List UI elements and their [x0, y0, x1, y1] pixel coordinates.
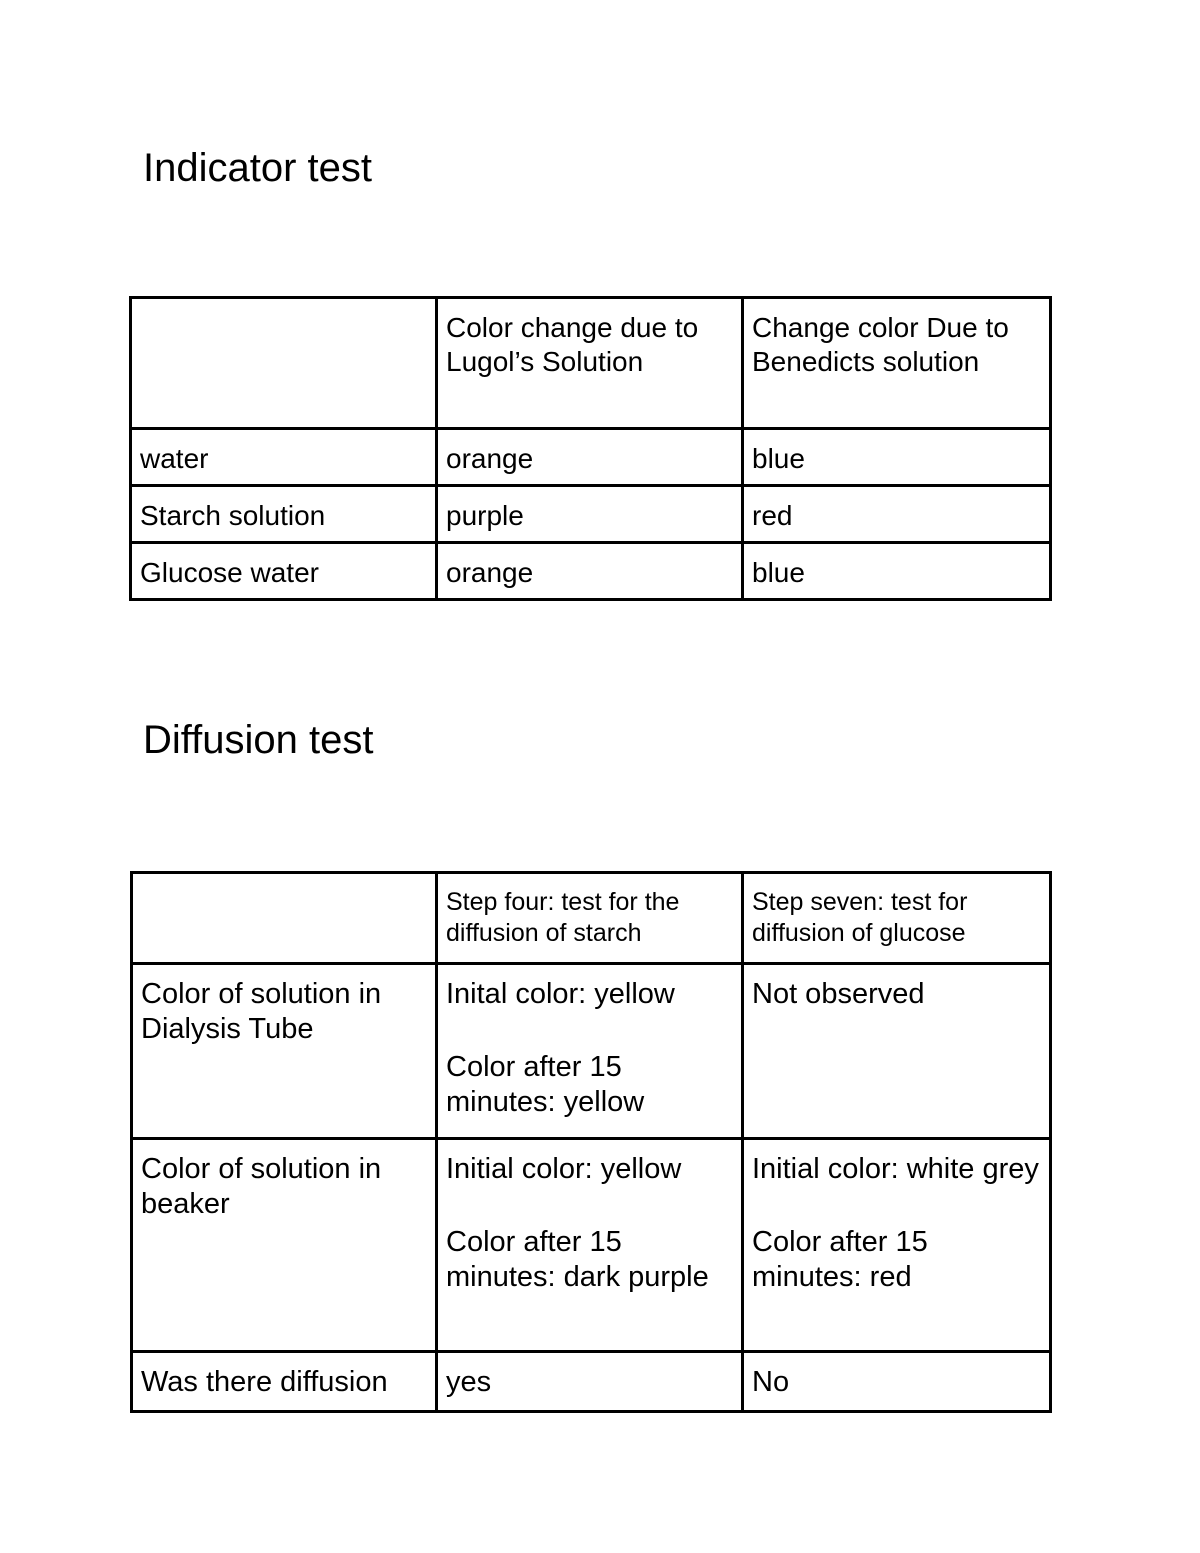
- after-color-text: Color after 15 minutes: red: [752, 1225, 928, 1293]
- benedicts-result: red: [743, 486, 1051, 543]
- header-cell-glucose-step: Step seven: test for diffusion of glucose: [743, 873, 1051, 964]
- starch-result: yes: [437, 1352, 743, 1412]
- after-color-text: Color after 15 minutes: yellow: [446, 1050, 645, 1118]
- initial-color-text: Initial color: yellow: [446, 1153, 682, 1185]
- initial-color-text: Inital color: yellow: [446, 978, 675, 1010]
- row-label: water: [131, 429, 437, 486]
- indicator-test-table: [129, 296, 1052, 601]
- header-cell-empty: [132, 873, 437, 964]
- benedicts-result: blue: [743, 543, 1051, 600]
- table-row: [131, 543, 1051, 600]
- table-row: [132, 1352, 1051, 1412]
- table-row: [132, 964, 1051, 1139]
- lugol-result: orange: [437, 429, 743, 486]
- header-cell-benedicts: Change color Due to Benedicts solution: [743, 298, 1051, 429]
- table-header-row: [131, 298, 1051, 429]
- table-row: [131, 486, 1051, 543]
- initial-color-text: Initial color: white grey: [752, 1153, 1039, 1185]
- starch-result: [437, 1139, 743, 1352]
- diffusion-test-table: [130, 871, 1052, 1413]
- starch-result: [437, 964, 743, 1139]
- lugol-result: orange: [437, 543, 743, 600]
- header-cell-starch-step: Step four: test for the diffusion of starch: [437, 873, 743, 964]
- diffusion-test-heading: Diffusion test: [143, 718, 374, 762]
- table-row: [132, 1139, 1051, 1352]
- row-label: Glucose water: [131, 543, 437, 600]
- lugol-result: purple: [437, 486, 743, 543]
- after-color-text: Color after 15 minutes: dark purple: [446, 1225, 709, 1293]
- row-label: Was there diffusion: [132, 1352, 437, 1412]
- glucose-result: [743, 1139, 1051, 1352]
- glucose-result: Not observed: [743, 964, 1051, 1139]
- table-row: [131, 429, 1051, 486]
- row-label: Starch solution: [131, 486, 437, 543]
- benedicts-result: blue: [743, 429, 1051, 486]
- table-header-row: [132, 873, 1051, 964]
- indicator-test-heading: Indicator test: [143, 146, 373, 190]
- header-cell-lugol: Color change due to Lugol’s Solution: [437, 298, 743, 429]
- header-cell-empty: [131, 298, 437, 429]
- glucose-result: No: [743, 1352, 1051, 1412]
- row-label: Color of solution in beaker: [132, 1139, 437, 1352]
- row-label: Color of solution in Dialysis Tube: [132, 964, 437, 1139]
